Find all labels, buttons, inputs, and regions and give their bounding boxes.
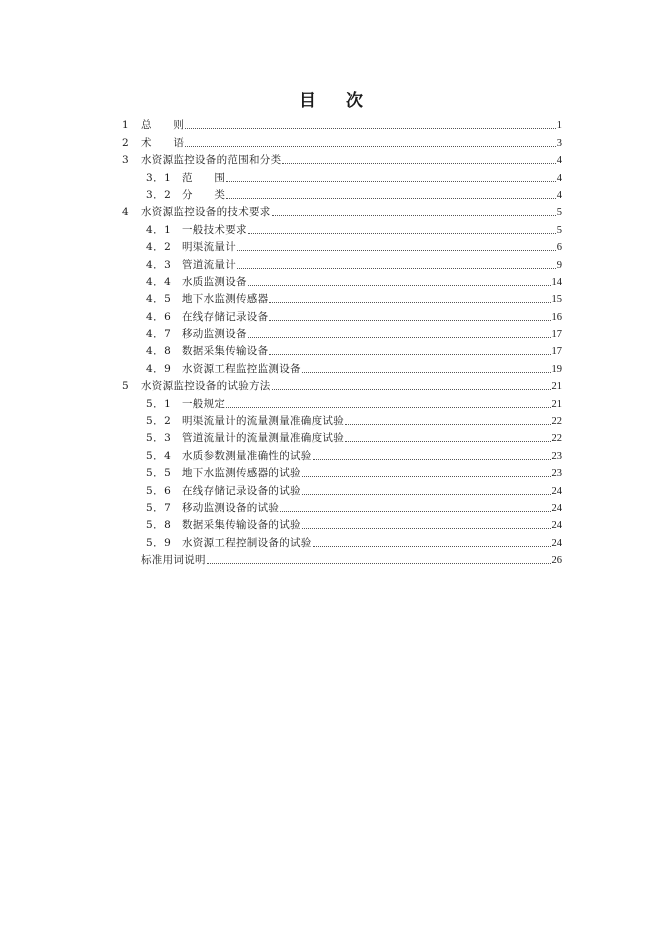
toc-section-title: 明渠流量计 <box>182 241 236 254</box>
toc-page-number: 21 <box>551 398 562 410</box>
toc-section-title: 移动监测设备 <box>182 328 247 341</box>
toc-dot-leader <box>302 493 551 495</box>
toc-entry[interactable] <box>122 393 562 410</box>
toc-section-number: 4．2 <box>146 241 172 254</box>
toc-entry[interactable] <box>122 150 562 167</box>
toc-section-number: 3 <box>122 154 130 167</box>
toc-section-title: 水质监测设备 <box>182 275 247 288</box>
toc-section-title: 术 语 <box>141 136 185 149</box>
toc-page-number: 19 <box>551 363 562 375</box>
toc-section-number: 4 <box>122 206 130 219</box>
toc-section-title: 明渠流量计的流量测量准确度试验 <box>182 415 344 428</box>
toc-page-number: 15 <box>551 294 562 306</box>
toc-entry[interactable] <box>122 132 562 149</box>
toc-section-title: 一般规定 <box>182 397 226 410</box>
toc-section-number: 5．4 <box>146 449 172 462</box>
toc-section-number: 4．3 <box>146 258 172 271</box>
toc-entry[interactable] <box>122 167 562 184</box>
toc-section-number: 3．2 <box>146 188 172 201</box>
toc-dot-leader <box>237 267 556 269</box>
toc-section-title: 地下水监测传感器的试验 <box>182 467 301 480</box>
toc-section-number: 4．7 <box>146 328 172 341</box>
toc-dot-leader <box>269 301 550 303</box>
toc-dot-leader <box>226 180 556 182</box>
toc-section-title: 水资源监控设备的试验方法 <box>141 380 271 393</box>
toc-page-number: 4 <box>556 155 562 167</box>
toc-page-number: 4 <box>556 172 562 184</box>
toc-entry[interactable] <box>122 445 562 462</box>
toc-entry[interactable] <box>122 463 562 480</box>
toc-dot-leader <box>185 145 556 147</box>
toc-section-number: 5．6 <box>146 484 172 497</box>
toc-section-number: 4．6 <box>146 310 172 323</box>
toc-section-number: 4．8 <box>146 345 172 358</box>
toc-section-title: 数据采集传输设备的试验 <box>182 519 301 532</box>
toc-entry[interactable] <box>122 376 562 393</box>
toc-section-title: 数据采集传输设备 <box>182 345 269 358</box>
toc-section-number: 5．9 <box>146 536 172 549</box>
toc-page-number: 4 <box>556 189 562 201</box>
toc-entry[interactable] <box>122 498 562 515</box>
toc-entry[interactable] <box>122 254 562 271</box>
toc-dot-leader <box>207 562 551 564</box>
toc-dot-leader <box>226 197 556 199</box>
toc-dot-leader <box>269 319 550 321</box>
toc-page-number: 22 <box>551 433 562 445</box>
toc-section-title: 水资源监控设备的技术要求 <box>141 206 271 219</box>
toc-page-number: 14 <box>551 276 562 288</box>
toc-dot-leader <box>272 214 556 216</box>
toc-section-title: 管道流量计 <box>182 258 236 271</box>
toc-page-number: 23 <box>551 450 562 462</box>
toc-page-number: 17 <box>551 346 562 358</box>
toc-page-number: 6 <box>556 242 562 254</box>
toc-entry[interactable] <box>122 115 562 132</box>
toc-section-number: 5．1 <box>146 397 172 410</box>
toc-entry[interactable] <box>122 480 562 497</box>
toc-page-number: 23 <box>551 468 562 480</box>
toc-section-title: 水资源监控设备的范围和分类 <box>141 154 282 167</box>
toc-dot-leader <box>248 284 551 286</box>
toc-section-title: 管道流量计的流量测量准确度试验 <box>182 432 344 445</box>
toc-section-title: 标准用词说明 <box>141 554 206 567</box>
toc-section-number: 4．1 <box>146 223 172 236</box>
toc-section-title: 一般技术要求 <box>182 223 247 236</box>
toc-section-title: 移动监测设备的试验 <box>182 501 280 514</box>
toc-dot-leader <box>302 371 551 373</box>
toc-entry[interactable] <box>122 341 562 358</box>
toc-section-title: 地下水监测传感器 <box>182 293 269 306</box>
toc-page-number: 9 <box>556 259 562 271</box>
page-title <box>0 86 662 111</box>
toc-section-number: 5 <box>122 380 130 393</box>
toc-dot-leader <box>226 406 550 408</box>
table-of-contents <box>122 115 562 567</box>
toc-page-number: 5 <box>556 224 562 236</box>
toc-section-number: 4．5 <box>146 293 172 306</box>
toc-section-number: 3．1 <box>146 171 172 184</box>
toc-entry[interactable] <box>122 358 562 375</box>
toc-section-title: 分 类 <box>182 188 226 201</box>
toc-entry[interactable] <box>122 272 562 289</box>
toc-dot-leader <box>272 388 551 390</box>
toc-page-number: 24 <box>551 485 562 497</box>
toc-dot-leader <box>345 423 551 425</box>
toc-section-number: 5．3 <box>146 432 172 445</box>
toc-page-number: 21 <box>551 381 562 393</box>
toc-entry[interactable] <box>122 532 562 549</box>
toc-section-number: 4．4 <box>146 275 172 288</box>
toc-entry[interactable] <box>122 550 562 567</box>
toc-page-number: 16 <box>551 311 562 323</box>
toc-section-number: 4．9 <box>146 362 172 375</box>
toc-section-number: 5．7 <box>146 501 172 514</box>
toc-entry[interactable] <box>122 237 562 254</box>
toc-page-number: 24 <box>551 520 562 532</box>
toc-page-number: 26 <box>551 555 562 567</box>
toc-section-title: 在线存储记录设备 <box>182 310 269 323</box>
toc-entry[interactable] <box>122 411 562 428</box>
toc-entry[interactable] <box>122 515 562 532</box>
toc-dot-leader <box>282 162 555 164</box>
toc-entry[interactable] <box>122 324 562 341</box>
toc-dot-leader <box>345 440 551 442</box>
toc-page-number: 3 <box>556 137 562 149</box>
toc-section-number: 2 <box>122 136 130 149</box>
toc-dot-leader <box>313 458 551 460</box>
toc-section-title: 水资源工程控制设备的试验 <box>182 536 312 549</box>
toc-dot-leader <box>302 527 551 529</box>
toc-dot-leader <box>248 232 556 234</box>
toc-dot-leader <box>248 336 551 338</box>
toc-section-number: 1 <box>122 119 130 132</box>
toc-section-title: 范 围 <box>182 171 226 184</box>
toc-entry[interactable] <box>122 202 562 219</box>
toc-section-number: 5．8 <box>146 519 172 532</box>
toc-section-number: 5．2 <box>146 415 172 428</box>
toc-page-number: 1 <box>556 120 562 132</box>
toc-section-title: 在线存储记录设备的试验 <box>182 484 301 497</box>
toc-page-number: 24 <box>551 502 562 514</box>
toc-section-title: 水质参数测量准确性的试验 <box>182 449 312 462</box>
toc-entry[interactable] <box>122 185 562 202</box>
toc-dot-leader <box>280 510 550 512</box>
toc-entry[interactable] <box>122 306 562 323</box>
toc-dot-leader <box>237 249 556 251</box>
toc-entry[interactable] <box>122 289 562 306</box>
toc-section-title: 总 则 <box>141 119 185 132</box>
toc-entry[interactable] <box>122 219 562 236</box>
toc-dot-leader <box>302 475 551 477</box>
toc-dot-leader <box>185 127 556 129</box>
toc-section-number: 5．5 <box>146 467 172 480</box>
page-title-left: 目 <box>299 91 316 111</box>
toc-page-number: 24 <box>551 537 562 549</box>
toc-dot-leader <box>269 353 550 355</box>
toc-section-title: 水资源工程监控监测设备 <box>182 362 301 375</box>
toc-page-number: 5 <box>556 207 562 219</box>
page-title-right: 次 <box>346 91 363 111</box>
toc-dot-leader <box>313 545 551 547</box>
toc-entry[interactable] <box>122 428 562 445</box>
toc-page-number: 17 <box>551 329 562 341</box>
toc-page-number: 22 <box>551 416 562 428</box>
